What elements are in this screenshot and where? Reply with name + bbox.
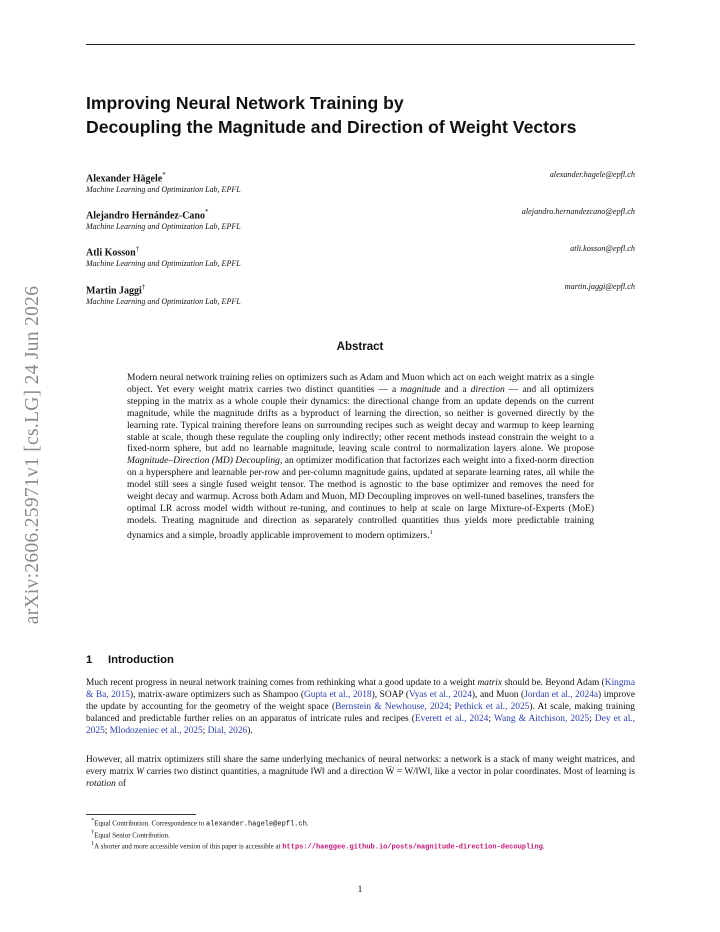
citation-link[interactable]: Gupta et al., 2018: [303, 689, 372, 700]
citation-link[interactable]: Dial, 2026: [207, 725, 248, 736]
author-affiliation: Machine Learning and Optimization Lab, EPFL: [86, 185, 241, 195]
abstract-text: Modern neural network training relies on optimizers such as Adam and Muon which act on each weight matrix as a single object. Yet every weight matrix carries two distinct quantities — a magnitude and a direction — and all optimizers stepping in the matrix as a whole couple their dynamics: the directional change from an update depends on the current magnitude, while the magnitude drifts as a byproduct of learning the direction, so neither is governed directly by the learning rate. Typical training therefore leans on surrounding recipes such as weight decay and warmup to keep learning stable at scale, though these regulate the coupling only indirectly; other recent methods instead constrain the weight to a fixed-norm sphere, but add no learnable magnitude, leaving scale control to normalization layers alone. We propose Magnitude–Direction (MD) Decoupling, an optimizer modification that factorizes each weight into a fixed-norm direction on a hypersphere and learnable per-row and per-column magnitude gains, updated at separate learning rates, all while the model still sees a single fused weight tensor. The method is agnostic to the base optimizer and removes the need for weight decay and warmup. Across both Adam and Muon, MD Decoupling improves on well-tuned baselines, transfers the optimal LR across model width without re-tuning, and continues to help at scale on large Mixture-of-Experts (MoE) models. Treating magnitude and direction as separately controlled quantities thus yields more predictable training dynamics and a simple, broadly applicable improvement to modern optimizers.$^1$: [127, 372, 595, 541]
footnote-marker[interactable]: 1: [429, 528, 433, 536]
author-affiliation: Machine Learning and Optimization Lab, EPFL: [86, 222, 241, 232]
footnote-shorter-version: $^1$A shorter and more accessible version of this paper is accessible at https://haeggee.github.io/posts/magnitude-direction-decoupling.: [91, 840, 545, 852]
footnote-rule: [86, 814, 196, 815]
footnote-equal-contribution: *Equal Contribution. Correspondence to alexander.hagele@epfl.ch.: [91, 818, 309, 829]
author-block: [86, 243, 635, 269]
footnote-senior-contribution: †Equal Senior Contribution.: [91, 829, 170, 840]
author-email[interactable]: alexander.hagele@epfl.ch: [549, 170, 635, 179]
title-line-2: Decoupling the Magnitude and Direction of Weight Vectors: [86, 117, 577, 137]
author-affiliation: Machine Learning and Optimization Lab, EPFL: [86, 297, 241, 307]
page-number: 1: [357, 885, 363, 895]
footnotes: [86, 817, 635, 852]
arxiv-stamp: [18, 260, 48, 650]
citation-link[interactable]: Wang & Aitchison, 2025: [493, 713, 590, 724]
citation-link[interactable]: Kingma & Ba, 2015: [86, 678, 636, 700]
author-block: [86, 169, 635, 195]
citation-link[interactable]: Everett et al., 2024: [414, 713, 489, 724]
intro-paragraph-1: Much recent progress in neural network training comes from rethinking what a good update to a weight matrix should be. Beyond Adam (Kingma & Ba, 2015), matrix-aware optimizers such as Shampoo (Gupta et al., 2018), SOAP (Vyas et al., 2024), and Muon (Jordan et al., 2024a) improve the update by accounting for the geometry of the weight space (Bernstein & Newhouse, 2024; Pethick et al., 2025). At scale, making training balanced and predictable further relies on an apparatus of intricate rules and recipes (Everett et al., 2024; Wang & Aitchison, 2025; Dey et al., 2025; Mlodozeniec et al., 2025; Dial, 2026).: [86, 678, 636, 736]
author-block: [86, 206, 635, 232]
intro-paragraph-2: However, all matrix optimizers still share the same underlying mechanics of neural networks: a network is a stack of many weight matrices, and every matrix W carries two distinct quantities, a magnitude ‖W‖ and a direction W̄ = W/‖W‖, like a vector in polar coordinates. Most of learning is rotation of: [86, 755, 636, 789]
citation-link[interactable]: Dey et al., 2025: [86, 713, 635, 736]
blog-post-link[interactable]: https://haeggee.github.io/posts/magnitude-direction-decoupling: [282, 843, 543, 852]
arxiv-stamp-text: arXiv:2606.25971v1 [cs.LG] 24 Jun 2026: [22, 285, 43, 625]
author-name: Martin Jaggi†: [86, 283, 146, 297]
correspondence-email[interactable]: alexander.hagele@epfl.ch: [205, 820, 307, 829]
citation-link[interactable]: Mlodozeniec et al., 2025: [109, 725, 203, 736]
citation-link[interactable]: Pethick et al., 2025: [454, 701, 530, 712]
author-email[interactable]: atli.kosson@epfl.ch: [570, 244, 635, 253]
title-line-1: Improving Neural Network Training by: [86, 93, 404, 113]
top-rule: [86, 44, 635, 45]
abstract-heading: Abstract: [336, 341, 384, 353]
citation-link[interactable]: Vyas et al., 2024: [408, 689, 472, 700]
author-name: Atli Kosson†: [86, 245, 140, 259]
citation-link[interactable]: Jordan et al., 2024a: [524, 689, 599, 700]
author-email[interactable]: martin.jaggi@epfl.ch: [564, 282, 635, 291]
section-heading: 1 Introduction: [86, 654, 174, 666]
paper-title: [86, 91, 646, 139]
author-block: [86, 281, 635, 307]
author-name: Alexander Hägele*: [86, 171, 166, 185]
citation-link[interactable]: Bernstein & Newhouse, 2024: [335, 701, 449, 712]
author-name: Alejandro Hernández-Cano*: [86, 208, 209, 222]
author-email[interactable]: alejandro.hernandezcano@epfl.ch: [521, 207, 635, 216]
author-affiliation: Machine Learning and Optimization Lab, EPFL: [86, 259, 241, 269]
